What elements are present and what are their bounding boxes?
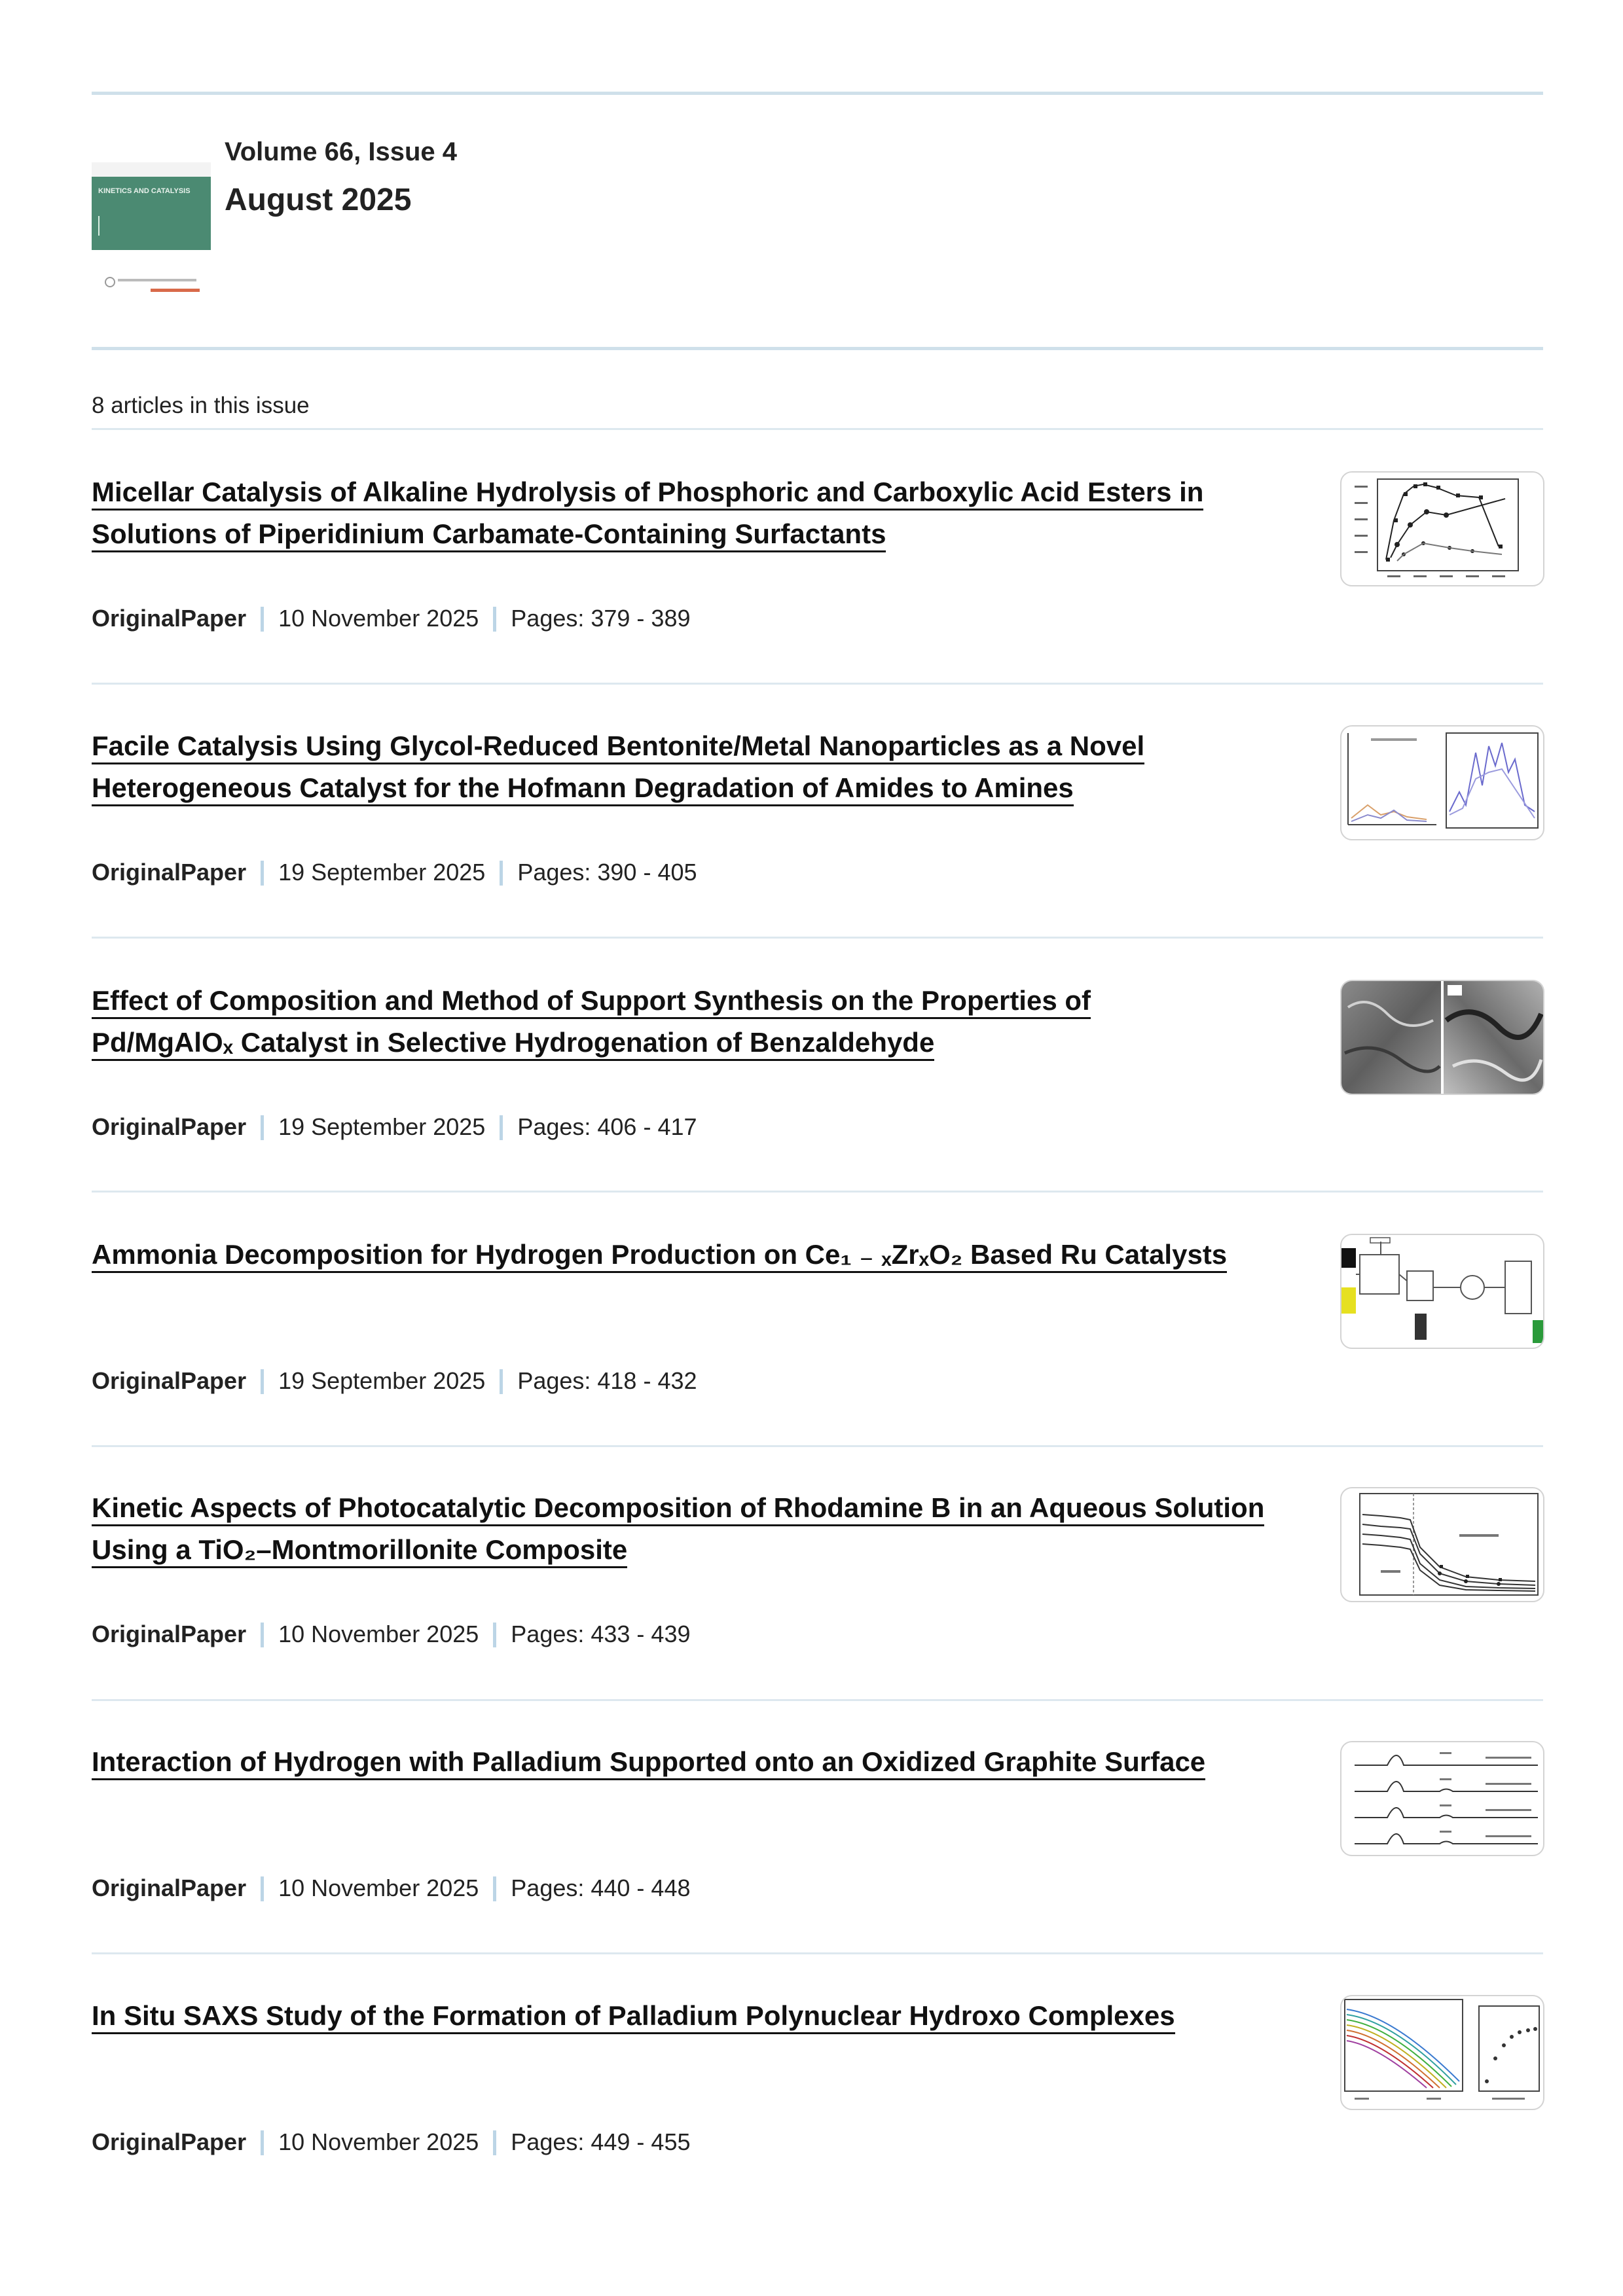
- article-thumbnail[interactable]: [1340, 1234, 1544, 1349]
- article-thumbnail[interactable]: [1340, 1487, 1544, 1602]
- graph-thumbnail-icon: [1341, 1488, 1543, 1601]
- article-title-line[interactable]: Heterogeneous Catalyst for the Hofmann Degradation of Amides to Amines: [92, 772, 1074, 806]
- issue-volume: Volume 66, Issue 4: [225, 137, 457, 166]
- divider: [92, 1191, 1543, 1193]
- meta-separator: [500, 861, 503, 886]
- spectra-thumbnail-icon: [1341, 1742, 1543, 1855]
- article-title-line[interactable]: Effect of Composition and Method of Support Synthesis on the Properties of: [92, 985, 1091, 1019]
- meta-separator: [493, 2130, 496, 2155]
- articles-count: 8 articles in this issue: [92, 393, 310, 418]
- meta-separator: [500, 1369, 503, 1394]
- article-pages: Pages: 379 - 389: [511, 605, 691, 632]
- article-thumbnail[interactable]: [1340, 1995, 1544, 2110]
- cover-decoration: [98, 216, 139, 236]
- article-thumbnail[interactable]: [1340, 980, 1544, 1095]
- article-item: [92, 1487, 1543, 1716]
- issue-header: [92, 131, 1543, 295]
- header-bottom-rule: [92, 347, 1543, 350]
- article-title-line[interactable]: Kinetic Aspects of Photocatalytic Decomposition of Rhodamine B in an Aqueous Solution: [92, 1492, 1264, 1526]
- article-meta: [92, 1113, 697, 1141]
- saxs-graph-thumbnail-icon: [1341, 1996, 1543, 2109]
- divider: [92, 1445, 1543, 1447]
- article-item: [92, 980, 1543, 1209]
- divider: [92, 428, 1543, 430]
- article-title-line[interactable]: Ammonia Decomposition for Hydrogen Production on Ce₁ ₋ ₓZrₓO₂ Based Ru Catalysts: [92, 1239, 1227, 1273]
- divider: [92, 1699, 1543, 1701]
- divider: [92, 1952, 1543, 1954]
- header-top-rule: [92, 92, 1543, 95]
- article-meta: [92, 1874, 690, 1902]
- article-title-link[interactable]: [92, 725, 1303, 809]
- article-date: 10 November 2025: [278, 1621, 479, 1647]
- publisher-logo-icon: [105, 277, 115, 287]
- article-type: OriginalPaper: [92, 2128, 247, 2155]
- article-pages: Pages: 449 - 455: [511, 2128, 691, 2155]
- article-title-line[interactable]: In Situ SAXS Study of the Formation of Palladium Polynuclear Hydroxo Complexes: [92, 2000, 1175, 2034]
- meta-separator: [261, 1623, 264, 1647]
- article-title-line[interactable]: Using a TiO₂–Montmorillonite Composite: [92, 1534, 627, 1568]
- meta-separator: [493, 607, 496, 632]
- meta-separator: [261, 1876, 264, 1901]
- divider: [92, 683, 1543, 685]
- meta-separator: [261, 1369, 264, 1394]
- cover-title: KINETICS AND CATALYSIS: [98, 187, 191, 195]
- article-type: OriginalPaper: [92, 1367, 247, 1394]
- article-meta: [92, 859, 697, 886]
- article-title-link[interactable]: [92, 471, 1303, 555]
- article-pages: Pages: 418 - 432: [517, 1367, 697, 1394]
- article-date: 10 November 2025: [278, 1874, 479, 1901]
- meta-separator: [493, 1623, 496, 1647]
- article-date: 10 November 2025: [278, 605, 479, 632]
- article-date: 19 September 2025: [278, 859, 486, 886]
- article-type: OriginalPaper: [92, 1113, 247, 1140]
- publisher-name-bar: [118, 279, 196, 281]
- cover-top-strip: [92, 162, 211, 177]
- article-pages: Pages: 433 - 439: [511, 1621, 691, 1647]
- article-thumbnail[interactable]: [1340, 1741, 1544, 1856]
- article-thumbnail[interactable]: [1340, 471, 1544, 586]
- article-item: [92, 1234, 1543, 1463]
- article-type: OriginalPaper: [92, 1874, 247, 1901]
- article-item: [92, 1741, 1543, 1970]
- article-title-link[interactable]: [92, 980, 1303, 1064]
- article-item: [92, 471, 1543, 700]
- article-title-line[interactable]: Pd/MgAlOₓ Catalyst in Selective Hydrogenation of Benzaldehyde: [92, 1027, 934, 1061]
- article-title-link[interactable]: [92, 1995, 1303, 2037]
- article-item: [92, 725, 1543, 954]
- meta-separator: [493, 1876, 496, 1901]
- article-type: OriginalPaper: [92, 859, 247, 886]
- article-meta: [92, 605, 690, 632]
- article-date: 10 November 2025: [278, 2128, 479, 2155]
- cover-green-panel: [92, 177, 211, 250]
- article-date: 19 September 2025: [278, 1367, 486, 1394]
- meta-separator: [261, 1115, 264, 1140]
- springer-logo-bar: [151, 289, 200, 292]
- article-meta: [92, 1367, 697, 1395]
- article-title-line[interactable]: Facile Catalysis Using Glycol-Reduced Bentonite/Metal Nanoparticles as a Novel: [92, 730, 1144, 764]
- issue-date: August 2025: [225, 183, 412, 217]
- article-pages: Pages: 390 - 405: [517, 859, 697, 886]
- article-type: OriginalPaper: [92, 1621, 247, 1647]
- cover-publisher-logo: [105, 277, 200, 286]
- divider: [92, 937, 1543, 939]
- meta-separator: [261, 607, 264, 632]
- meta-separator: [261, 2130, 264, 2155]
- meta-separator: [500, 1115, 503, 1140]
- article-type: OriginalPaper: [92, 605, 247, 632]
- article-meta: [92, 2128, 690, 2156]
- meta-separator: [261, 861, 264, 886]
- graph-thumbnail-icon: [1341, 726, 1543, 839]
- article-title-line[interactable]: Interaction of Hydrogen with Palladium Supported onto an Oxidized Graphite Surface: [92, 1746, 1205, 1780]
- article-thumbnail[interactable]: [1340, 725, 1544, 840]
- article-date: 19 September 2025: [278, 1113, 486, 1140]
- article-title-link[interactable]: [92, 1741, 1303, 1783]
- article-title-line[interactable]: Solutions of Piperidinium Carbamate-Containing Surfactants: [92, 518, 886, 552]
- article-title-line[interactable]: Micellar Catalysis of Alkaline Hydrolysis of Phosphoric and Carboxylic Acid Esters in: [92, 476, 1203, 511]
- setup-diagram-thumbnail-icon: [1341, 1235, 1543, 1348]
- article-title-link[interactable]: [92, 1487, 1303, 1571]
- article-item: [92, 1995, 1543, 2224]
- graph-thumbnail-icon: [1341, 473, 1543, 585]
- journal-cover-image[interactable]: [92, 162, 211, 326]
- article-title-link[interactable]: [92, 1234, 1303, 1276]
- article-pages: Pages: 440 - 448: [511, 1874, 691, 1901]
- article-meta: [92, 1621, 690, 1648]
- article-pages: Pages: 406 - 417: [517, 1113, 697, 1140]
- micrograph-thumbnail-icon: [1341, 981, 1543, 1094]
